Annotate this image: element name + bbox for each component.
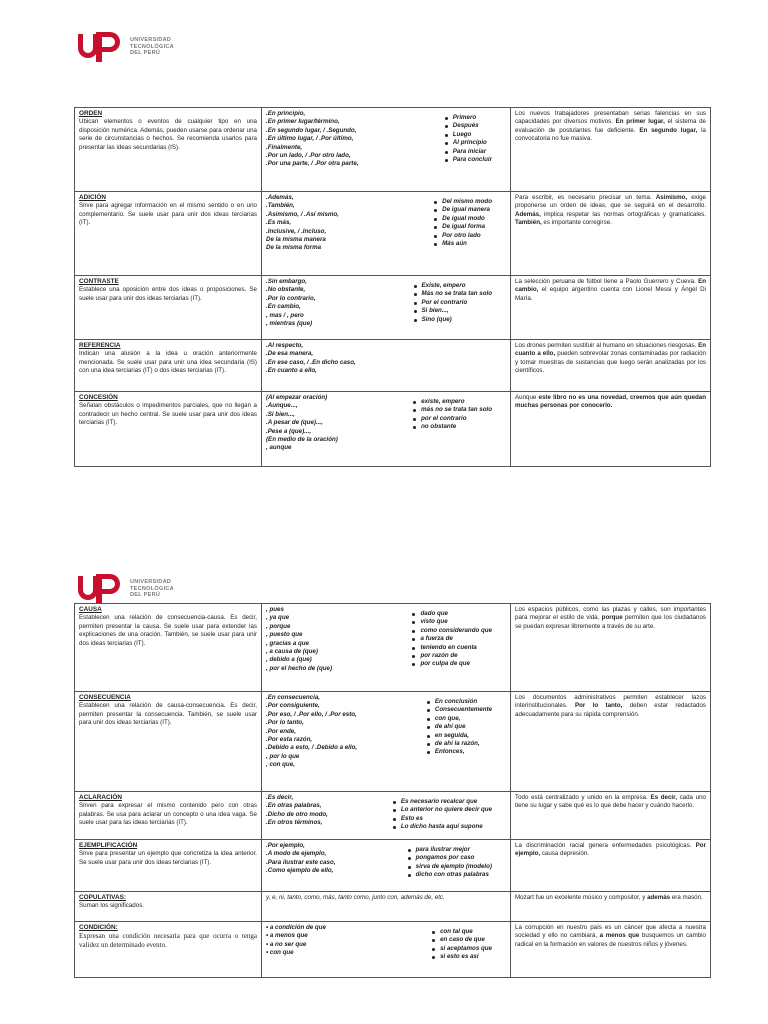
- example-text: Los drones permiten sustituir al humano en situaciones riesgosas.: [515, 342, 699, 349]
- connector-bullet-item: Consecuentemente: [425, 706, 492, 714]
- example-connector-highlight: En cambio,: [515, 278, 706, 294]
- connectors-table-2: [74, 603, 711, 978]
- connector-item: .Si bien...,: [266, 410, 295, 418]
- connector-bullet-item: teniendo en cuenta: [410, 644, 492, 652]
- connector-item: .De esa manera,: [266, 350, 314, 358]
- connector-bullet-item: si aceptamos que: [430, 945, 492, 953]
- connector-item: .Por una parte, / .Por otra parte,: [266, 160, 359, 168]
- connector-item: .A pesar de (que)...,: [266, 419, 323, 427]
- connector-bullet-item: de ahí que: [425, 723, 492, 731]
- university-name: UNIVERSIDAD TECNOLÓGICA DEL PERÚ: [130, 579, 174, 599]
- example-connector-highlight: En segundo lugar,: [639, 126, 698, 134]
- connector-item: , a causa de (que): [266, 648, 318, 656]
- connector-bullet-item: con tal que: [430, 928, 492, 936]
- connector-item: , por el hecho de (que): [266, 664, 333, 672]
- example-connector-highlight: además: [647, 894, 671, 901]
- connector-item: .Por ejemplo,: [266, 842, 305, 849]
- example-connector-highlight: En cuanto a ello,: [515, 342, 706, 358]
- connector-bullet-item: dado que: [410, 610, 492, 618]
- connector-row-condicion: [75, 922, 711, 978]
- connectors-list-primary: [266, 794, 328, 832]
- connector-item: , ya que: [266, 614, 290, 622]
- connector-item: (En medio de la oración): [266, 436, 338, 444]
- connector-item: (Al empezar oración): [266, 394, 328, 401]
- example-text: permiten que los ciudadanos se puedan expresar libremente a través de su arte.: [515, 614, 706, 630]
- connector-row-aclaracion: [75, 792, 711, 840]
- example-text: Todo está centralizado y unido en la empresa.: [515, 794, 651, 801]
- example-cell: [511, 922, 711, 978]
- connector-item: .Finalmente,: [266, 143, 303, 151]
- connector-bullet-item: Para iniciar: [443, 148, 492, 156]
- connector-item: .No obstante,: [266, 286, 306, 294]
- connector-item: .Pese a (que)...,: [266, 427, 312, 435]
- connectors-list-primary: [266, 694, 357, 770]
- example-text: Los nuevos trabajadores presentaban serias falencias en sus capacidades por diversos motivos.: [515, 110, 706, 126]
- example-text: La selección peruana de fútbol tiene a Paolo Guerrero y Cueva.: [515, 278, 699, 285]
- example-connector-highlight: a menos que: [599, 932, 640, 940]
- connectors-cell: [262, 922, 511, 978]
- example-cell: [511, 892, 711, 922]
- connector-item: .Al respecto,: [266, 342, 304, 349]
- connector-item: .Por lo contrario,: [266, 294, 316, 302]
- example-connector-highlight: También,: [515, 219, 542, 227]
- connector-bullet-item: en caso de que: [430, 936, 492, 944]
- connector-item: , pues: [266, 606, 284, 613]
- connectors-list-primary: [266, 606, 332, 673]
- connectors-list-primary: [266, 924, 326, 962]
- connector-bullet-item: como considerando que: [410, 627, 492, 635]
- university-logo-top: [78, 30, 174, 64]
- connector-bullet-item: a fuerza de: [410, 635, 492, 643]
- connector-item: De la misma forma: [266, 244, 322, 252]
- connectors-list-primary: [266, 278, 316, 328]
- example-connector-highlight: Además,: [515, 210, 541, 218]
- connector-item: , con que,: [266, 761, 295, 769]
- category-description: Sirve para agregar información en el mismo sentido o en uno complementario. Se suele usar para unir dos ideas terciarias (IT).: [79, 202, 257, 227]
- connectors-list-bulleted: [410, 606, 492, 673]
- connector-bullet-item: para ilustrar mejor: [406, 846, 492, 854]
- connector-item: .En otras palabras,: [266, 802, 322, 810]
- connector-bullet-item: Sino (que): [412, 316, 493, 324]
- connector-bullet-item: Para concluir: [443, 156, 492, 164]
- category-title: CONSECUENCIA: [79, 694, 131, 701]
- connector-bullet-item: Existe, empero: [412, 282, 493, 290]
- connectors-cell: [262, 792, 511, 840]
- example-connector-highlight: Por ejemplo,: [515, 842, 706, 858]
- connectors-inline-list: y, e, ni, tanto, como, más, tanto como, junto con, además de, etc.: [266, 894, 445, 901]
- connectors-list-bulleted: [443, 110, 492, 169]
- connectors-list-bulleted: [391, 794, 492, 832]
- connector-item: .Además,: [266, 194, 294, 201]
- connector-bullet-item: no obstante: [411, 423, 492, 431]
- example-text: Mozart fue un excelente músico y compositor, y: [515, 894, 648, 901]
- example-text: implica respetar las normas ortográficas y gramaticales.: [540, 210, 706, 218]
- connectors-list-primary: [266, 342, 356, 376]
- example-cell: [511, 340, 711, 392]
- connector-item: .En segundo lugar, / .Segundo,: [266, 126, 357, 134]
- connector-item: .Por esta razón,: [266, 736, 313, 744]
- example-cell: [511, 792, 711, 840]
- category-description: Expresan una condición necesaria para que ocurra o tenga validez un determinado evento.: [79, 932, 257, 949]
- connector-item: .Por eso, / .Por ello, / .Por esto,: [266, 710, 357, 718]
- connector-item: , gracias a que: [266, 639, 309, 647]
- example-text: el equipo argentino cuenta con Lionel Messi y Ángel Di María.: [515, 286, 706, 302]
- example-cell: [511, 192, 711, 276]
- connector-bullet-item: por el contrario: [411, 415, 492, 423]
- example-text: exige proponerse un orden de ideas, que se seguirá en el desarrollo.: [515, 194, 706, 210]
- category-description: Indican una alusión a la idea u oración anteriormente mencionada. Se suele usar para unir una idea secundaria (IS) con una idea terciarias (IT) o dos ideas terciarias (IT).: [79, 350, 257, 375]
- connector-bullet-item: Lo dicho hasta aquí supone: [391, 823, 492, 831]
- connectors-list-primary: [266, 842, 335, 880]
- category-description: Sirven para expresar el mismo contenido pero con otras palabras. Se usa para aclarar un concepto o una idea vaga. Se suele usar para las ideas terciarias (IT).: [79, 802, 257, 827]
- connector-row-orden: [75, 108, 711, 192]
- connector-item: .En último lugar, / .Por último,: [266, 135, 354, 143]
- connector-bullet-item: de ahí la razón,: [425, 740, 492, 748]
- example-connector-highlight: Asimismo,: [655, 194, 688, 201]
- connector-bullet-item: más no se trata tan solo: [411, 406, 492, 414]
- category-description: Sirve para presentar un ejemplo que concretiza la idea anterior. Se suele usar para unir dos ideas terciarias (IT).: [79, 850, 257, 866]
- connector-bullet-item: Luego: [443, 131, 492, 139]
- category-description: Establecen una relación de causa-consecuencia. Es decir, permiten presentar la consecuencia. También, se suele usar para unir dos ideas terciarias (IT).: [79, 702, 257, 727]
- connector-item: .Dicho de otro modo,: [266, 810, 328, 818]
- utp-logo-icon: [78, 30, 124, 64]
- example-cell: [511, 276, 711, 340]
- connector-item: .Debido a esto, / .Debido a ello,: [266, 744, 358, 752]
- connector-item: .Inclusive, / .Incluso,: [266, 227, 327, 235]
- university-name: UNIVERSIDAD TECNOLÓGICA DEL PERÚ: [130, 37, 174, 57]
- category-title: ADICIÓN: [79, 194, 106, 201]
- example-text: es importante corregirse.: [541, 219, 612, 227]
- connectors-list-bulleted: [411, 394, 492, 453]
- connectors-list-bulleted: [425, 694, 492, 770]
- connector-item: , mientras (que): [266, 320, 313, 328]
- example-text: cada uno tiene su lugar y sabe qué es lo que debe hacer y cuándo hacerlo.: [515, 794, 706, 810]
- example-cell: [511, 108, 711, 192]
- connectors-list-primary: [266, 394, 338, 453]
- connector-bullet-item: pongamos por caso: [406, 854, 492, 862]
- connector-item: .En consecuencia,: [266, 694, 320, 701]
- connector-item: .Aunque...,: [266, 402, 298, 410]
- connector-item: .En primer lugar/término,: [266, 118, 340, 126]
- connector-item: , porque: [266, 622, 291, 630]
- example-text: era masón.: [670, 894, 703, 901]
- connectors-cell: [262, 840, 511, 892]
- connector-row-copulativas: [75, 892, 711, 922]
- connector-row-concesion: [75, 392, 711, 467]
- connectors-cell: [262, 392, 511, 467]
- connector-item: .Por un lado, / .Por otro lado,: [266, 152, 351, 160]
- connector-row-contraste: [75, 276, 711, 340]
- connector-bullet-item: visto que: [410, 618, 492, 626]
- connector-bullet-item: Por el contrario: [412, 299, 493, 307]
- connector-bullet-item: De igual manera: [432, 206, 492, 214]
- connectors-list-primary: [266, 110, 359, 169]
- connector-item: .Es más,: [266, 219, 292, 227]
- example-text: Aunque: [515, 394, 537, 401]
- connectors-list-bulleted: [430, 924, 492, 962]
- connector-bullet-item: Esto es: [391, 815, 492, 823]
- example-connector-highlight: este libro no es una novedad, creemos que aún quedan muchas personas por conocerlo.: [515, 394, 706, 410]
- connectors-cell: [262, 692, 511, 792]
- connector-item: .También,: [266, 202, 295, 210]
- example-cell: [511, 840, 711, 892]
- connector-bullet-item: en seguida,: [425, 732, 492, 740]
- category-title: REFERENCIA: [79, 342, 121, 349]
- connector-bullet-item: con que,: [425, 715, 492, 723]
- connectors-cell: [262, 892, 511, 922]
- connector-item: • a menos que: [266, 932, 308, 940]
- connector-bullet-item: Lo anterior no quiere decir que: [391, 806, 492, 814]
- connector-item: .En cambio,: [266, 303, 301, 311]
- connectors-cell: [262, 108, 511, 192]
- connector-item: • con que: [266, 949, 294, 957]
- connector-bullet-item: Es necesario recalcar que: [391, 798, 492, 806]
- connector-item: , por lo que: [266, 752, 300, 760]
- connector-bullet-item: De igual modo: [432, 215, 492, 223]
- connector-bullet-item: Por otro lado: [432, 232, 492, 240]
- category-title: CONDICIÓN:: [79, 924, 118, 931]
- connector-row-referencia: [75, 340, 711, 392]
- connector-item: , aunque: [266, 444, 292, 452]
- category-description: Establece una oposición entre dos ideas o proposiciones. Se suele usar para unir dos ideas terciarias (IT).: [79, 286, 257, 302]
- connectors-cell: [262, 604, 511, 692]
- connector-item: • a no ser que: [266, 940, 307, 948]
- connector-bullet-item: por culpa de que: [410, 660, 492, 668]
- connectors-cell: [262, 192, 511, 276]
- category-cell: [75, 892, 262, 922]
- connector-row-adicion: [75, 192, 711, 276]
- connectors-list-bulleted: [406, 842, 492, 880]
- connector-bullet-item: Después: [443, 122, 492, 130]
- example-text: Los espacios públicos, como las plazas y calles, son importantes para mejorar el estilo de vida,: [515, 606, 706, 622]
- connector-bullet-item: existe, empero: [411, 398, 492, 406]
- connector-item: .Por lo tanto,: [266, 719, 304, 727]
- connector-bullet-item: De igual forma: [432, 223, 492, 231]
- connector-item: , puesto que: [266, 631, 303, 639]
- connector-bullet-item: Entonces,: [425, 748, 492, 756]
- connector-bullet-item: dicho con otras palabras: [406, 871, 492, 879]
- utp-logo-icon: [78, 572, 124, 606]
- category-cell: [75, 692, 262, 792]
- category-cell: [75, 192, 262, 276]
- connector-row-consecuencia: [75, 692, 711, 792]
- connectors-cell: [262, 276, 511, 340]
- category-title: ORDEN: [79, 110, 103, 117]
- connector-item: , mas / , pero: [266, 311, 304, 319]
- category-title: CONTRASTE: [79, 278, 119, 285]
- connector-item: .En ese caso, / .En dicho caso,: [266, 358, 356, 366]
- connector-bullet-item: si esto es así: [430, 953, 492, 961]
- connector-row-causa: [75, 604, 711, 692]
- category-title: COPULATIVAS:: [79, 894, 126, 901]
- connector-item: De la misma manera: [266, 236, 326, 244]
- category-title: EJEMPLIFICACIÓN: [79, 842, 138, 849]
- connector-item: .Sin embargo,: [266, 278, 307, 285]
- example-text: La discriminación racial genera enfermedades psicológicas.: [515, 842, 696, 849]
- connector-item: .Para ilustrar este caso,: [266, 858, 336, 866]
- example-text: Para escribir, es necesario precisar un tema.: [515, 194, 656, 201]
- example-connector-highlight: Por lo tanto,: [574, 702, 623, 710]
- connectors-list-bulleted: [412, 278, 493, 328]
- university-logo-bottom: [78, 572, 174, 606]
- connector-bullet-item: Más aún: [432, 240, 492, 248]
- connectors-table-1: [74, 107, 711, 467]
- connector-item: , debido a (que): [266, 656, 312, 664]
- connector-bullet-item: Más no se trata tan solo: [412, 290, 493, 298]
- category-cell: [75, 108, 262, 192]
- connector-item: .En cuanto a ello,: [266, 367, 317, 375]
- connectors-list-primary: [266, 194, 339, 253]
- connector-item: .A modo de ejemplo,: [266, 850, 327, 858]
- category-description: Establecen una relación de consecuencia-causa. Es decir, permiten presentar la causa. Se suele usar para extender las explicaciones de una oración. También, se suele usar para unir dos ideas terciarias (IT).: [79, 614, 257, 647]
- example-text: causa depresión.: [540, 850, 589, 858]
- connector-item: • a condición de que: [266, 924, 326, 931]
- connector-bullet-item: Primero: [443, 114, 492, 122]
- category-description: Suman los significados.: [79, 902, 145, 910]
- example-text: Los documentos administrativos permiten establecer lazos interinstitucionales.: [515, 694, 706, 710]
- example-text: el sistema de evaluación de postulantes fue deficiente.: [515, 118, 706, 134]
- example-text: busquemos un cambio radical en la formación en valores de nuestros niños y jóvenes.: [515, 932, 707, 948]
- connectors-list-bulleted: [432, 194, 492, 253]
- connector-item: .En principio,: [266, 110, 306, 117]
- connectors-cell: [262, 340, 511, 392]
- example-cell: [511, 604, 711, 692]
- category-title: ACLARACIÓN: [79, 794, 122, 801]
- category-description: Ubican elementos o eventos de cualquier tipo en una disposición numérica. Además, pueden usarse para ordenar una serie de circunstancias o hechos. Se recomienda usarlos para presentar las ideas secundarias (IS).: [79, 118, 257, 151]
- category-cell: [75, 340, 262, 392]
- example-cell: [511, 392, 711, 467]
- category-title: CONCESIÓN: [79, 394, 118, 401]
- connector-item: .Asimismo, / .Así mismo,: [266, 210, 339, 218]
- connector-item: .Por ende,: [266, 727, 296, 735]
- connector-item: .Por consiguiente,: [266, 702, 320, 710]
- category-cell: [75, 392, 262, 467]
- connector-item: .Es decir,: [266, 794, 294, 801]
- connector-item: .Como ejemplo de ello,: [266, 867, 334, 875]
- category-cell: [75, 276, 262, 340]
- example-cell: [511, 692, 711, 792]
- connector-row-ejemplificacion: [75, 840, 711, 892]
- connector-bullet-item: Al principio: [443, 139, 492, 147]
- category-cell: [75, 840, 262, 892]
- category-cell: [75, 792, 262, 840]
- connector-bullet-item: Si bien...,: [412, 307, 493, 315]
- category-cell: [75, 604, 262, 692]
- example-text: La corrupción en nuestro país es un cáncer que afecta a nuestra sociedad y ello no cambiará,: [515, 924, 706, 940]
- category-cell: [75, 922, 262, 978]
- example-text: pueden sobrevolar zonas contaminadas por radiación y tomar muestras de sustancias que luego serán analizadas por los científicos.: [515, 350, 706, 375]
- connector-bullet-item: Del mismo modo: [432, 198, 492, 206]
- example-connector-highlight: En primer lugar,: [615, 118, 665, 126]
- example-text: la convocatoria no fue masiva.: [515, 126, 706, 143]
- example-connector-highlight: porque: [601, 614, 623, 622]
- example-connector-highlight: Es decir,: [650, 794, 677, 801]
- category-description: Señalan obstáculos o impedimentos parciales, que no llegan a contradecir un hecho central. Se suele usar para unir dos ideas terciarias (IT).: [79, 402, 257, 427]
- connector-bullet-item: sirva de ejemplo (modelo): [406, 863, 492, 871]
- connector-bullet-item: En conclusión: [425, 698, 492, 706]
- connector-bullet-item: por razón de: [410, 652, 492, 660]
- category-title: CAUSA: [79, 606, 102, 613]
- example-text: deben estar redactados adecuadamente para su rápida comprensión.: [515, 702, 707, 718]
- connector-item: .En otros términos,: [266, 819, 323, 827]
